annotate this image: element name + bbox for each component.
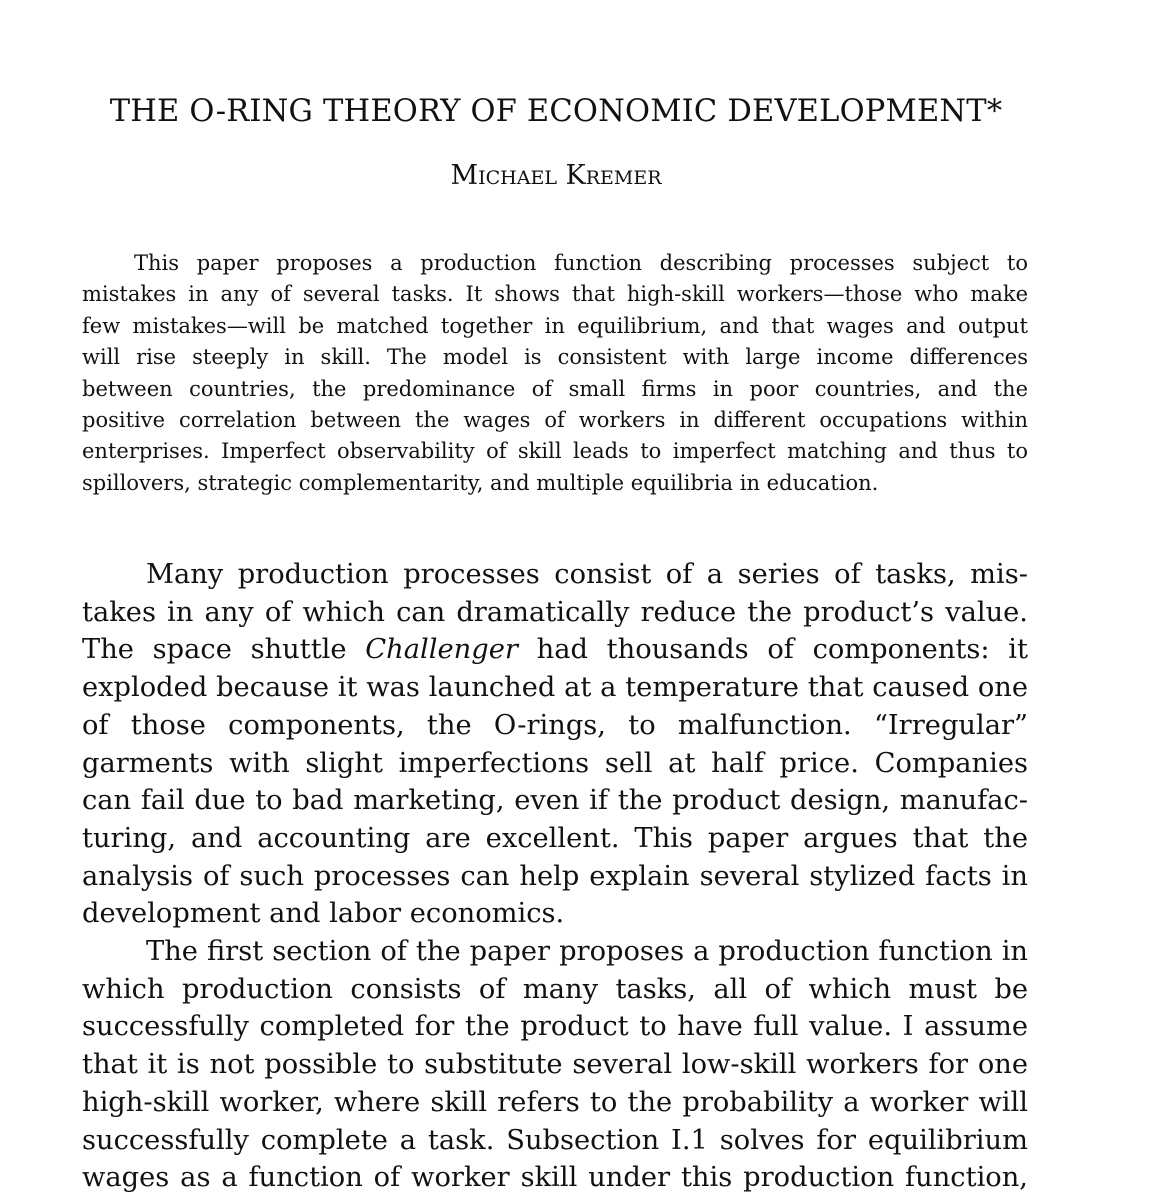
body-text-run: The space shuttle: [82, 634, 366, 666]
abstract-line: few mistakes—will be matched together in equilibrium, and that wages and output: [82, 313, 1028, 338]
abstract-line: mistakes in any of several tasks. It shows that high-skill workers—those who make: [82, 282, 1028, 307]
abstract-line: This paper proposes a production function describing processes subject to: [134, 251, 1028, 275]
abstract: [82, 248, 1028, 499]
body-line: high-skill worker, where skill refers to the probability a worker will: [82, 1086, 1028, 1118]
body-text-run: had thousands of components: it: [517, 634, 1028, 666]
paragraph-1: [82, 556, 1028, 933]
body-line: which production consists of many tasks, all of which must be: [82, 973, 1028, 1005]
abstract-line: spillovers, strategic complementarity, and multiple equilibria in education.: [82, 470, 879, 495]
body-line: The first section of the paper proposes a production function in: [146, 936, 1028, 968]
abstract-line: enterprises. Imperfect observability of skill leads to imperfect matching and thus to: [82, 439, 1028, 464]
body-text: [82, 556, 1028, 1197]
author-name: Michael Kremer: [450, 160, 662, 191]
body-line: turing, and accounting are excellent. This paper argues that the: [82, 822, 1028, 854]
paragraph-2: [82, 933, 1028, 1197]
body-line: Many production processes consist of a series of tasks, mis-: [146, 559, 1028, 590]
body-line: that it is not possible to substitute several low-skill workers for one: [82, 1049, 1028, 1081]
abstract-line: will rise steeply in skill. The model is consistent with large income differences: [82, 345, 1028, 370]
body-line: successfully completed for the product to have full value. I assume: [82, 1011, 1028, 1043]
body-line: analysis of such processes can help explain several stylized facts in: [82, 860, 1028, 892]
body-line: successfully complete a task. Subsection I.1 solves for equilibrium: [82, 1124, 1028, 1156]
body-line: takes in any of which can dramatically reduce the product’s value.: [82, 596, 1028, 628]
italic-ship-name: Challenger: [365, 634, 518, 666]
body-line: wages as a function of worker skill under this production function,: [82, 1162, 1028, 1194]
body-line: [82, 631, 1028, 669]
body-line: exploded because it was launched at a temperature that caused one: [82, 672, 1028, 704]
body-line: of those components, the O-rings, to malfunction. “Irregular”: [82, 709, 1028, 741]
paper-title: THE O-RING THEORY OF ECONOMIC DEVELOPMENT*: [109, 94, 1003, 129]
body-line: garments with slight imperfections sell at half price. Companies: [82, 747, 1028, 779]
body-line: can fail due to bad marketing, even if the product design, manufac-: [82, 785, 1028, 817]
body-line: development and labor economics.: [82, 898, 565, 930]
abstract-line: between countries, the predominance of small firms in poor countries, and the: [82, 376, 1028, 401]
abstract-line: positive correlation between the wages of workers in different occupations within: [82, 408, 1028, 433]
